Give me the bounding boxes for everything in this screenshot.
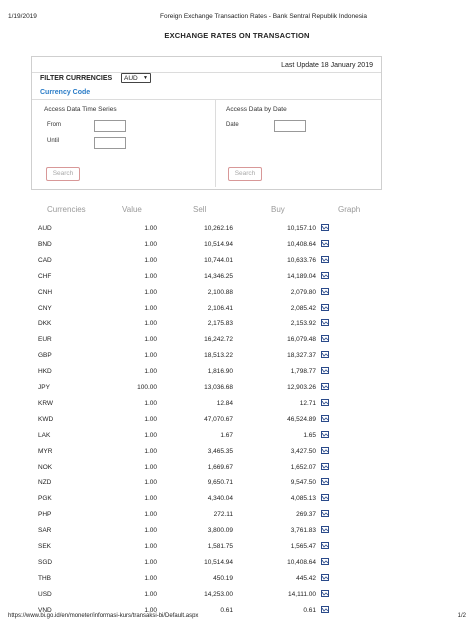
- chart-icon[interactable]: [321, 447, 329, 454]
- table-row: [38, 237, 338, 253]
- buy-cell: 3,761.83: [290, 527, 316, 535]
- buy-cell: 14,111.00: [288, 590, 316, 598]
- currency-cell: PHP: [38, 511, 52, 519]
- buy-cell: 3,427.50: [290, 447, 316, 455]
- until-date-input[interactable]: [94, 137, 126, 149]
- filter-label: FILTER CURRENCIES: [40, 75, 113, 82]
- value-cell: 1.00: [144, 479, 157, 487]
- buy-cell: 1,652.07: [290, 463, 316, 471]
- sell-cell: 1,581.75: [207, 543, 233, 550]
- buy-cell: 10,157.10: [287, 225, 316, 232]
- sell-cell: 2,106.41: [207, 304, 233, 312]
- value-cell: 1.00: [144, 527, 157, 535]
- buy-cell: 2,153.92: [290, 320, 316, 328]
- chart-icon[interactable]: [321, 606, 329, 613]
- sell-cell: 450.19: [213, 574, 233, 582]
- buy-cell: 1,798.77: [290, 368, 316, 376]
- column-header-graph: Graph: [338, 205, 361, 214]
- value-cell: 1.00: [144, 447, 157, 455]
- buy-cell: 10,408.64: [287, 558, 316, 566]
- buy-cell: 9,547.50: [290, 479, 316, 487]
- sell-cell: 9,650.71: [207, 479, 233, 487]
- value-cell: 1.00: [144, 240, 157, 248]
- table-row: [38, 539, 338, 555]
- sell-cell: 18,513.22: [204, 352, 233, 360]
- chart-icon[interactable]: [321, 272, 329, 279]
- sell-cell: 16,242.72: [204, 336, 233, 344]
- currency-cell: SEK: [38, 543, 52, 550]
- sell-cell: 10,514.94: [204, 240, 233, 248]
- last-update: Last Update 18 January 2019: [281, 62, 373, 69]
- currency-cell: PGK: [38, 495, 52, 503]
- currency-cell: SGD: [38, 558, 53, 566]
- buy-cell: 10,633.76: [287, 256, 316, 264]
- currency-select[interactable]: [121, 73, 151, 83]
- currency-cell: LAK: [38, 431, 51, 439]
- value-cell: 1.00: [144, 288, 157, 296]
- chart-icon[interactable]: [321, 351, 329, 358]
- table-row: [38, 523, 338, 539]
- sell-cell: 1,669.67: [207, 463, 233, 471]
- chart-icon[interactable]: [321, 319, 329, 326]
- currency-cell: KRW: [38, 399, 54, 407]
- table-row: [38, 475, 338, 491]
- until-label: Until: [47, 138, 60, 144]
- value-cell: 1.00: [144, 256, 157, 264]
- currency-cell: THB: [38, 574, 51, 582]
- sell-cell: 1,816.90: [207, 368, 233, 376]
- date-input[interactable]: [274, 120, 306, 132]
- chart-icon[interactable]: [321, 367, 329, 374]
- by-date-heading: Access Data by Date: [226, 106, 287, 113]
- column-header-value: Value: [122, 205, 142, 214]
- value-cell: 1.00: [144, 399, 157, 407]
- chart-icon[interactable]: [321, 415, 329, 422]
- chart-icon[interactable]: [321, 399, 329, 406]
- footer-url: https://www.bi.go.id/en/moneter/informasi-kurs/transaksi-bi/Default.aspx: [8, 613, 199, 619]
- table-row: [38, 412, 338, 428]
- chart-icon[interactable]: [321, 224, 329, 231]
- value-cell: 1.00: [144, 304, 157, 312]
- chart-icon[interactable]: [321, 494, 329, 501]
- buy-cell: 12.71: [299, 399, 316, 407]
- value-cell: 1.00: [144, 431, 157, 439]
- value-cell: 100.00: [137, 384, 157, 391]
- date-label: Date: [226, 122, 239, 128]
- currency-cell: DKK: [38, 320, 52, 328]
- table-row: [38, 380, 338, 396]
- print-title: Foreign Exchange Transaction Rates - Bank Sentral Republik Indonesia: [160, 13, 368, 20]
- buy-cell: 445.42: [296, 574, 316, 582]
- buy-cell: 1.65: [303, 431, 316, 439]
- buy-cell: 18,327.37: [287, 352, 316, 360]
- table-row: [38, 348, 338, 364]
- sell-cell: 3,800.09: [207, 527, 233, 535]
- table-row: [38, 269, 338, 285]
- currency-cell: HKD: [38, 368, 52, 376]
- sell-cell: 14,346.25: [204, 272, 233, 280]
- buy-cell: 16,079.48: [287, 336, 316, 344]
- page-title: EXCHANGE RATES ON TRANSACTION: [164, 31, 310, 40]
- filter-panel: [31, 56, 382, 190]
- table-row: [38, 491, 338, 507]
- currency-cell: CNH: [38, 288, 53, 296]
- table-row: [38, 332, 338, 348]
- currency-cell: VND: [38, 606, 52, 614]
- chart-icon[interactable]: [321, 526, 329, 533]
- divider: [32, 72, 381, 73]
- table-row: [38, 587, 338, 603]
- buy-cell: 12,903.26: [287, 384, 316, 391]
- currency-cell: EUR: [38, 336, 52, 344]
- print-date: 1/19/2019: [8, 13, 37, 20]
- value-cell: 1.00: [144, 606, 157, 614]
- chart-icon[interactable]: [321, 542, 329, 549]
- chart-icon[interactable]: [321, 574, 329, 581]
- currency-cell: KWD: [38, 415, 54, 423]
- chart-icon[interactable]: [321, 304, 329, 311]
- currency-cell: MYR: [38, 447, 53, 455]
- sell-cell: 272.11: [213, 511, 233, 519]
- buy-cell: 4,085.13: [290, 495, 316, 503]
- chevron-down-icon: ▼: [143, 75, 148, 81]
- table-row: [38, 507, 338, 523]
- buy-cell: 10,408.64: [287, 240, 316, 248]
- value-cell: 1.00: [144, 415, 157, 423]
- sell-cell: 10,514.94: [204, 558, 233, 566]
- value-cell: 1.00: [144, 558, 157, 566]
- column-header-sell: Sell: [193, 205, 207, 214]
- table-row: [38, 444, 338, 460]
- table-row: [38, 221, 338, 237]
- currency-cell: CAD: [38, 256, 52, 264]
- sell-cell: 10,744.01: [204, 256, 233, 264]
- currency-cell: NZD: [38, 479, 52, 487]
- table-row: [38, 253, 338, 269]
- time-series-search-button[interactable]: Search: [46, 167, 80, 181]
- buy-cell: 1,565.47: [290, 543, 316, 550]
- sell-cell: 13,036.68: [204, 384, 233, 391]
- table-row: [38, 316, 338, 332]
- chart-icon[interactable]: [321, 256, 329, 263]
- currency-cell: AUD: [38, 225, 52, 232]
- table-row: [38, 285, 338, 301]
- currency-cell: SAR: [38, 527, 52, 535]
- sell-cell: 3,465.35: [207, 447, 233, 455]
- value-cell: 1.00: [144, 272, 157, 280]
- divider: [32, 99, 381, 100]
- from-date-input[interactable]: [94, 120, 126, 132]
- sell-cell: 47,070.67: [204, 415, 233, 423]
- divider: [215, 99, 216, 187]
- chart-icon[interactable]: [321, 478, 329, 485]
- from-label: From: [47, 122, 61, 128]
- chart-icon[interactable]: [321, 510, 329, 517]
- table-row: [38, 396, 338, 412]
- chart-icon[interactable]: [321, 463, 329, 470]
- sell-cell: 0.61: [220, 606, 233, 614]
- time-series-heading: Access Data Time Series: [44, 106, 117, 113]
- sell-cell: 2,100.88: [207, 288, 233, 296]
- table-row: [38, 428, 338, 444]
- chart-icon[interactable]: [321, 335, 329, 342]
- value-cell: 1.00: [144, 511, 157, 519]
- currency-cell: CNY: [38, 304, 52, 312]
- chart-icon[interactable]: [321, 431, 329, 438]
- chart-icon[interactable]: [321, 383, 329, 390]
- sell-cell: 14,253.00: [204, 590, 233, 598]
- value-cell: 1.00: [144, 336, 157, 344]
- buy-cell: 14,189.04: [287, 272, 316, 280]
- footer-page-number: 1/2: [457, 613, 466, 619]
- currency-select-value: AUD: [124, 75, 138, 82]
- buy-cell: 2,085.42: [290, 304, 316, 312]
- table-row: [38, 460, 338, 476]
- buy-cell: 269.37: [296, 511, 316, 519]
- value-cell: 1.00: [144, 463, 157, 471]
- table-row: [38, 555, 338, 571]
- currency-cell: USD: [38, 590, 52, 598]
- chart-icon[interactable]: [321, 288, 329, 295]
- by-date-search-button[interactable]: Search: [228, 167, 262, 181]
- currency-cell: CHF: [38, 272, 52, 280]
- chart-icon[interactable]: [321, 590, 329, 597]
- value-cell: 1.00: [144, 590, 157, 598]
- sell-cell: 10,262.16: [204, 225, 233, 232]
- buy-cell: 46,524.89: [287, 415, 316, 423]
- value-cell: 1.00: [144, 320, 157, 328]
- value-cell: 1.00: [144, 352, 157, 360]
- value-cell: 1.00: [144, 225, 157, 232]
- table-row: [38, 571, 338, 587]
- buy-cell: 0.61: [303, 606, 316, 614]
- chart-icon[interactable]: [321, 558, 329, 565]
- table-row: [38, 364, 338, 380]
- value-cell: 1.00: [144, 574, 157, 582]
- currency-cell: GBP: [38, 352, 52, 360]
- value-cell: 1.00: [144, 543, 157, 550]
- sell-cell: 1.67: [220, 431, 233, 439]
- value-cell: 1.00: [144, 495, 157, 503]
- currency-cell: NOK: [38, 463, 53, 471]
- sell-cell: 12.84: [216, 399, 233, 407]
- chart-icon[interactable]: [321, 240, 329, 247]
- currency-cell: JPY: [38, 384, 50, 391]
- column-header-currencies: Currencies: [47, 205, 86, 214]
- buy-cell: 2,079.80: [290, 288, 316, 296]
- value-cell: 1.00: [144, 368, 157, 376]
- table-row: [38, 301, 338, 317]
- currency-cell: BND: [38, 240, 52, 248]
- column-header-buy: Buy: [271, 205, 285, 214]
- currency-code-link[interactable]: Currency Code: [40, 89, 91, 96]
- sell-cell: 4,340.04: [207, 495, 233, 503]
- sell-cell: 2,175.83: [207, 320, 233, 328]
